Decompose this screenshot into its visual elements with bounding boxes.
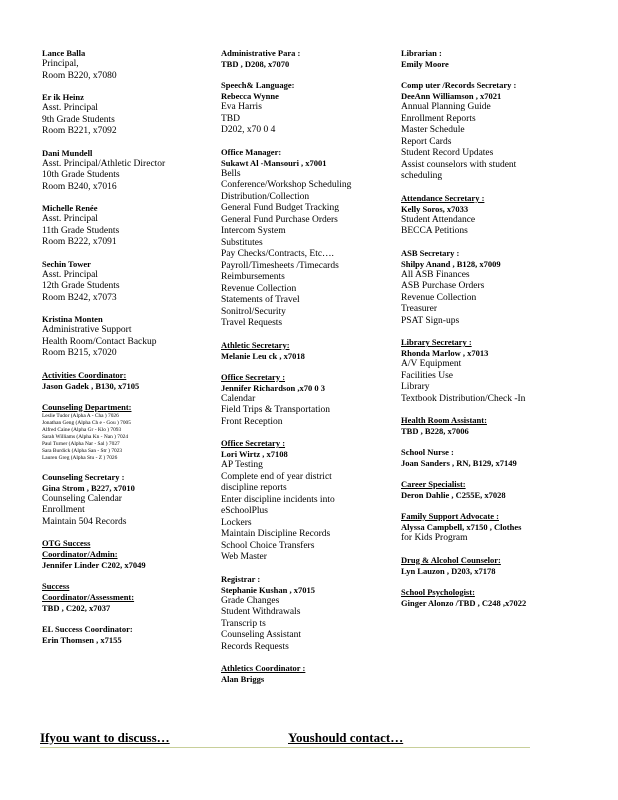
duty-line: Maintain 504 Records (42, 516, 127, 527)
duty-line: Eva Harris (221, 102, 262, 112)
staff-name: Lyn Lauzon , D203, x7178 (401, 565, 496, 576)
staff-entry (42, 581, 200, 614)
staff-entry (221, 340, 381, 362)
staff-name: Ginger Alonzo /TBD , C248 ,x7022 (401, 597, 527, 608)
duty-line: Master Schedule (401, 125, 465, 135)
counselor-line: Alfred Caine (Alpha Gr - Klo ) 7093 (42, 426, 122, 433)
staff-name: Emily Moore (401, 59, 449, 69)
role-heading: School Psychologist: (401, 586, 475, 597)
staff-entry (42, 538, 200, 571)
duty-line: Calendar (221, 393, 256, 404)
duty-line: eSchoolPlus (221, 506, 268, 516)
staff-entry (42, 472, 200, 529)
staff-entry (221, 438, 381, 564)
duty-line: School Choice Transfers (221, 540, 315, 551)
duty-line: Room B221, x7092 (42, 126, 117, 136)
role-heading: OTG Success (42, 538, 91, 548)
role-heading: Counseling Secretary : (42, 471, 125, 482)
duty-line: Maintain Discipline Records (221, 529, 331, 539)
duty-line: Health Room/Contact Backup (42, 336, 157, 347)
duty-line: Asst. Principal (42, 214, 98, 224)
duty-line: Library (401, 382, 430, 392)
staff-entry (42, 148, 200, 194)
duty-line: Bells (221, 168, 241, 179)
duty-line: Field Trips & Transportation (221, 405, 331, 415)
staff-name: Alan Briggs (221, 674, 265, 684)
staff-entry (401, 193, 569, 238)
role-heading: Athletic Secretary: (221, 339, 290, 350)
role-heading: Library Secretary : (401, 337, 472, 347)
staff-entry (42, 402, 200, 462)
staff-name: Lori Wirtz , x7108 (221, 449, 288, 459)
duty-line: Asst. Principal (42, 103, 98, 113)
duty-line: Assist counselors with student (401, 159, 517, 170)
role-heading: Success (42, 581, 70, 591)
staff-entry (42, 92, 200, 138)
duty-line: Revenue Collection (401, 292, 477, 303)
duty-line: PSAT Sign-ups (401, 315, 460, 326)
staff-entry (42, 370, 200, 392)
directory-column-3 (401, 48, 569, 619)
staff-name: Lance Balla (42, 48, 86, 58)
role-heading: Registrar : (221, 573, 261, 584)
duty-line: Records Requests (221, 641, 289, 652)
staff-name: Melanie Leu ck , x7018 (221, 350, 305, 361)
staff-entry (401, 511, 569, 545)
role-heading: ASB Secretary : (401, 247, 460, 258)
role-heading: Family Support Advocate : (401, 511, 499, 521)
role-heading: Counseling Department: (42, 401, 132, 412)
duty-line: Statements of Travel (221, 295, 300, 305)
duty-line: Room B215, x7020 (42, 348, 117, 358)
role-heading: School Nurse : (401, 447, 454, 457)
staff-name: Erin Thomsen , x7155 (42, 635, 122, 645)
duty-line: Report Cards (401, 136, 452, 147)
role-heading: Athletics Coordinator : (221, 663, 306, 673)
duty-line: Travel Requests (221, 318, 283, 328)
staff-entry (221, 574, 381, 654)
staff-name: Joan Sanders , RN, B129, x7149 (401, 458, 517, 468)
duty-line: Counseling Assistant (221, 630, 301, 640)
duty-line: Student Attendance (401, 214, 476, 225)
counselor-line: Sarah Williams (Alpha Kn - Nan ) 7024 (42, 433, 129, 440)
duty-line: scheduling (401, 171, 443, 181)
staff-name: Sukawt Al -Mansouri , x7001 (221, 157, 327, 168)
staff-name: DeeAnn Williamson , x7021 (401, 91, 502, 101)
staff-entry (401, 415, 569, 437)
staff-entry (401, 479, 569, 501)
staff-name: Kristina Monten (42, 314, 103, 324)
staff-entry (401, 587, 569, 609)
staff-entry (401, 555, 569, 577)
duty-line: All ASB Finances (401, 269, 470, 280)
duty-line: Distribution/Collection (221, 191, 310, 202)
staff-entry (221, 48, 381, 70)
role-heading: EL Success Coordinator: (42, 624, 133, 634)
counselor-line: Leslie Tudor (Alpha A - Cha ) 7026 (42, 412, 119, 419)
duty-line: Complete end of year district (221, 471, 332, 482)
duty-line: 12th Grade Students (42, 281, 120, 291)
duty-line: Room B220, x7080 (42, 70, 117, 81)
duty-line: Textbook Distribution/Check -In (401, 393, 526, 404)
staff-entry (42, 624, 200, 646)
staff-entry (42, 48, 200, 82)
staff-entry (401, 248, 569, 328)
counselor-line: Lauren Greg (Alpha Stu - Z ) 7026 (42, 454, 118, 461)
duty-line: General Fund Purchase Orders (221, 214, 338, 225)
duty-line: for Kids Program (401, 533, 468, 543)
staff-name: Dani Mundell (42, 147, 93, 158)
role-heading: Librarian : (401, 48, 442, 58)
duty-line: AP Testing (221, 460, 263, 470)
staff-name: Gina Strom , B227, x7010 (42, 482, 135, 493)
duty-line: Revenue Collection (221, 283, 297, 294)
duty-line: General Fund Budget Tracking (221, 203, 339, 213)
duty-line: Facilities Use (401, 370, 453, 381)
staff-name: TBD , C202, x7037 (42, 603, 111, 613)
duty-line: Substitutes (221, 237, 263, 248)
counselor-line: Sara Burdick (Alpha San - Str ) 7023 (42, 447, 123, 454)
duty-line: Student Record Updates (401, 148, 494, 158)
duty-line: Principal, (42, 59, 79, 69)
duty-line: Enrollment Reports (401, 113, 476, 124)
staff-name: Shilpy Anand , B128, x7009 (401, 258, 501, 269)
role-heading: Coordinator/Assessment: (42, 592, 135, 602)
duty-line: BECCA Petitions (401, 226, 468, 236)
duty-line: Front Reception (221, 416, 283, 427)
footer-discuss-label: Ifyou want to discuss… (40, 730, 170, 745)
staff-name: TBD , D208, x7070 (221, 59, 290, 69)
duty-line: Payroll/Timesheets /Timecards (221, 260, 339, 271)
duty-line: ASB Purchase Orders (401, 281, 485, 291)
duty-line: D202, x70 0 4 (221, 125, 276, 135)
duty-line: Treasurer (401, 304, 438, 314)
duty-line: Lockers (221, 517, 252, 528)
duty-line: Administrative Support (42, 325, 132, 335)
duty-line: Asst. Principal (42, 269, 98, 280)
staff-name: Stephanie Kushan , x7015 (221, 584, 315, 595)
staff-entry (42, 259, 200, 305)
duty-line: 11th Grade Students (42, 225, 120, 236)
role-heading: Office Secretary : (221, 371, 286, 382)
duty-line: Reimbursements (221, 272, 285, 282)
staff-entry (401, 48, 569, 70)
footer-divider (40, 747, 530, 748)
directory-column-1 (42, 48, 200, 656)
staff-name: Er ik Heinz (42, 92, 84, 102)
role-heading: Coordinator/Admin: (42, 549, 118, 559)
duty-line: TBD (221, 113, 240, 124)
duty-line: Room B242, x7073 (42, 292, 117, 303)
duty-line: Enrollment (42, 505, 85, 515)
counselor-line: Jonathan Geng (Alpha Ch e - Gou ) 7005 (42, 419, 131, 426)
staff-name: Deron Dahlie , C255E, x7028 (401, 490, 506, 500)
directory-column-2 (221, 48, 381, 695)
staff-name: Jason Gadek , B130, x7105 (42, 380, 140, 391)
staff-name: Sechin Tower (42, 258, 91, 269)
counselor-line: Paul Turner (Alpha Nar - Sal ) 7027 (42, 440, 120, 447)
duty-line: Sonitrol/Security (221, 306, 286, 317)
duty-line: 10th Grade Students (42, 170, 120, 180)
duty-line: Pay Checks/Contracts, Etc…. (221, 249, 334, 259)
duty-line: A/V Equipment (401, 359, 462, 369)
staff-entry (401, 447, 569, 469)
duty-line: Asst. Principal/Athletic Director (42, 158, 166, 169)
staff-entry (221, 147, 381, 330)
role-heading: Administrative Para : (221, 48, 301, 58)
role-heading: Office Secretary : (221, 438, 286, 448)
staff-entry (401, 337, 569, 405)
staff-entry (401, 80, 569, 183)
staff-name: Jennifer Richardson ,x70 0 3 (221, 382, 325, 393)
staff-entry (42, 203, 200, 249)
duty-line: Transcrip ts (221, 618, 266, 629)
duty-line: 9th Grade Students (42, 114, 115, 125)
duty-line: Room B222, x7091 (42, 237, 117, 247)
duty-line: Enter discipline incidents into (221, 494, 335, 505)
staff-name: Kelly Soros, x7033 (401, 203, 469, 214)
role-heading: Office Manager: (221, 146, 282, 157)
role-heading: Career Specialist: (401, 479, 466, 489)
staff-name: Alyssa Campbell, x7150 , Clothes (401, 522, 522, 532)
staff-entry (221, 80, 381, 137)
staff-entry (42, 314, 200, 360)
duty-line: Web Master (221, 552, 267, 562)
staff-name: Jennifer Linder C202, x7049 (42, 560, 146, 570)
role-heading: Drug & Alcohol Counselor: (401, 554, 501, 565)
duty-line: Conference/Workshop Scheduling (221, 180, 352, 190)
role-heading: Comp uter /Records Secretary : (401, 80, 517, 90)
staff-entry (221, 663, 381, 685)
duty-line: Counseling Calendar (42, 493, 122, 504)
role-heading: Activities Coordinator: (42, 369, 127, 380)
staff-name: Michelle Renée (42, 203, 98, 213)
role-heading: Attendance Secretary : (401, 192, 485, 203)
duty-line: discipline reports (221, 483, 287, 493)
duty-line: Grade Changes (221, 595, 280, 606)
duty-line: Intercom System (221, 226, 286, 236)
role-heading: Health Room Assistant: (401, 415, 487, 425)
duty-line: Student Withdrawals (221, 607, 301, 617)
duty-line: Annual Planning Guide (401, 102, 491, 112)
duty-line: Room B240, x7016 (42, 181, 117, 192)
staff-name: Rebecca Wynne (221, 91, 279, 101)
staff-name: Rhonda Marlow , x7013 (401, 348, 489, 358)
role-heading: Speech& Language: (221, 80, 295, 90)
footer-contact-label: Youshould contact… (288, 730, 404, 745)
staff-entry (221, 372, 381, 429)
staff-name: TBD , B228, x7006 (401, 426, 469, 436)
